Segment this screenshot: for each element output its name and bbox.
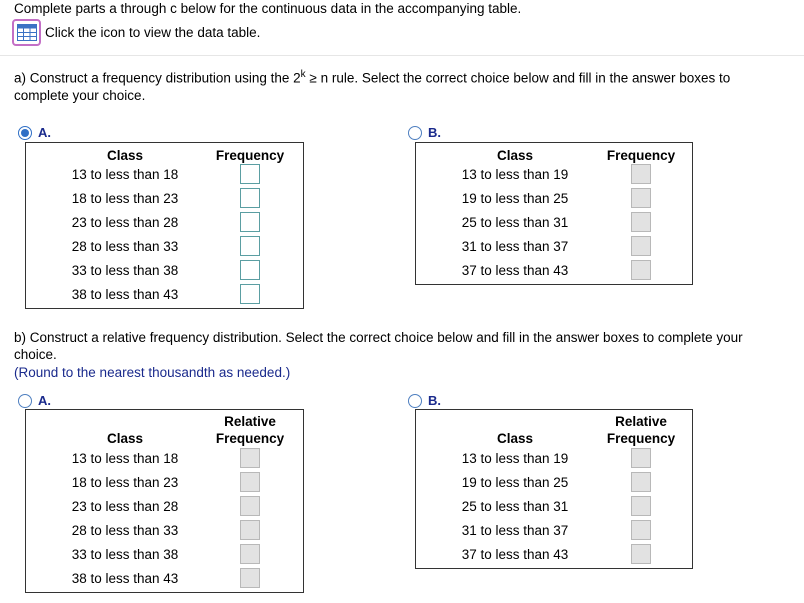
part-a-text-suffix: ≥ n rule. Select the correct choice below and fill in the answer boxes to complete your choice. [14, 70, 731, 103]
part-a-b-class-cell: 25 to less than 31 [461, 215, 569, 230]
part-a-text-prefix: a) Construct a frequency distribution using the 2 [14, 70, 301, 86]
part-a-a-frequency-input[interactable] [240, 188, 260, 208]
part-a-b-class-cell: 13 to less than 19 [461, 167, 569, 182]
part-a-a-class-cell: 28 to less than 33 [71, 239, 179, 254]
part-a-b-class-cell: 19 to less than 25 [461, 191, 569, 206]
part-a-a-frequency-input[interactable] [240, 284, 260, 304]
part-b-b-class-cell: 19 to less than 25 [461, 475, 569, 490]
part-b-b-class-header: Class [496, 431, 534, 446]
part-a-choice-a-radio[interactable] [18, 126, 32, 140]
part-b-b-relative-frequency-input[interactable] [631, 544, 651, 564]
part-b-a-class-cell: 23 to less than 28 [71, 499, 179, 514]
part-a-choice-b[interactable] [408, 125, 441, 140]
part-b-a-relative-frequency-input[interactable] [240, 568, 260, 588]
part-b-choice-a[interactable] [18, 393, 51, 408]
part-a-b-frequency-input[interactable] [631, 188, 651, 208]
part-b-a-class-cell: 18 to less than 23 [71, 475, 179, 490]
part-b-b-relative-frequency-input[interactable] [631, 448, 651, 468]
part-a-a-class-cell: 33 to less than 38 [71, 263, 179, 278]
data-link-text[interactable]: Click the icon to view the data table. [45, 25, 261, 40]
part-b-choice-a-radio[interactable] [18, 394, 32, 408]
part-b-a-class-header: Class [106, 431, 144, 446]
part-b-a-relative-frequency-input[interactable] [240, 472, 260, 492]
part-b-a-class-cell: 28 to less than 33 [71, 523, 179, 538]
part-b-a-frequency-header: Frequency [215, 431, 285, 446]
part-b-a-relative-header: Relative [224, 414, 276, 429]
part-a-a-class-header: Class [106, 148, 144, 163]
part-b-b-relative-frequency-input[interactable] [631, 496, 651, 516]
part-b-b-relative-frequency-input[interactable] [631, 472, 651, 492]
part-a-a-frequency-input[interactable] [240, 212, 260, 232]
part-a-a-class-cell: 23 to less than 28 [71, 215, 179, 230]
part-a-b-frequency-input[interactable] [631, 260, 651, 280]
part-a-choice-b-radio[interactable] [408, 126, 422, 140]
part-a-choice-b-letter: B. [428, 125, 441, 140]
part-b-a-relative-frequency-input[interactable] [240, 448, 260, 468]
part-a-a-frequency-input[interactable] [240, 164, 260, 184]
part-a-b-frequency-input[interactable] [631, 212, 651, 232]
part-a-a-frequency-input[interactable] [240, 236, 260, 256]
instructions-text: Complete parts a through c below for the continuous data in the accompanying table. [14, 1, 522, 16]
part-a-b-class-cell: 37 to less than 43 [461, 263, 569, 278]
part-b-b-relative-frequency-input[interactable] [631, 520, 651, 540]
part-b-b-class-cell: 25 to less than 31 [461, 499, 569, 514]
part-b-choice-b-letter: B. [428, 393, 441, 408]
part-b-b-class-cell: 13 to less than 19 [461, 451, 569, 466]
part-a-b-frequency-input[interactable] [631, 236, 651, 256]
part-a-a-class-cell: 13 to less than 18 [71, 167, 179, 182]
part-a-a-frequency-input[interactable] [240, 260, 260, 280]
part-a-b-frequency-input[interactable] [631, 164, 651, 184]
part-b-a-class-cell: 38 to less than 43 [71, 571, 179, 586]
part-a-a-class-cell: 38 to less than 43 [71, 287, 179, 302]
part-a-choice-a-letter: A. [38, 125, 51, 140]
part-b-b-frequency-header: Frequency [606, 431, 676, 446]
part-b-choice-b[interactable] [408, 393, 441, 408]
part-b-b-class-cell: 37 to less than 43 [461, 547, 569, 562]
separator [0, 55, 804, 56]
part-a-superscript: k [300, 69, 306, 80]
part-a-choice-a[interactable] [18, 125, 51, 140]
part-b-a-relative-frequency-input[interactable] [240, 544, 260, 564]
part-b-a-class-cell: 33 to less than 38 [71, 547, 179, 562]
part-a-b-class-header: Class [496, 148, 534, 163]
part-b-a-class-cell: 13 to less than 18 [71, 451, 179, 466]
part-b-choice-b-radio[interactable] [408, 394, 422, 408]
data-table-link[interactable] [12, 19, 260, 46]
part-b-hint: (Round to the nearest thousandth as needed.) [14, 365, 291, 380]
part-b-a-relative-frequency-input[interactable] [240, 496, 260, 516]
part-a-a-frequency-header: Frequency [215, 148, 285, 163]
part-a-question [14, 66, 786, 104]
part-a-a-class-cell: 18 to less than 23 [71, 191, 179, 206]
part-b-choice-a-letter: A. [38, 393, 51, 408]
part-b-a-relative-frequency-input[interactable] [240, 520, 260, 540]
part-b-b-class-cell: 31 to less than 37 [461, 523, 569, 538]
part-a-b-frequency-header: Frequency [606, 148, 676, 163]
part-b-b-relative-header: Relative [615, 414, 667, 429]
part-a-b-class-cell: 31 to less than 37 [461, 239, 569, 254]
part-b-question: b) Construct a relative frequency distribution. Select the correct choice below and fill in the answer boxes to complete your choice. [14, 330, 743, 362]
data-table-icon[interactable] [12, 19, 41, 46]
